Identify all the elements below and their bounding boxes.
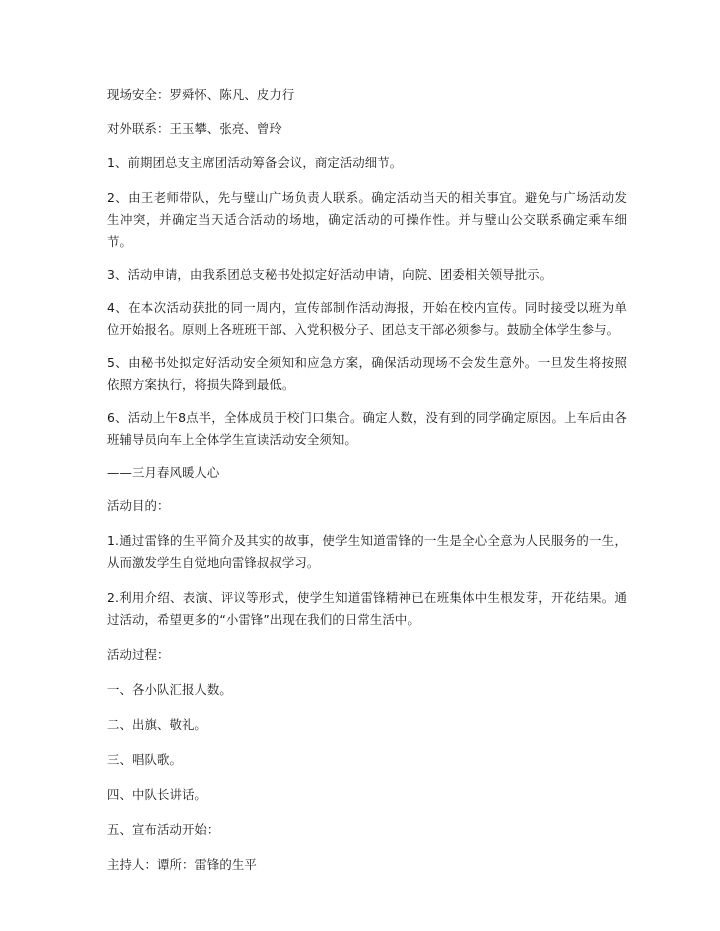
paragraph-external-contact: 对外联系：王玉攀、张亮、曾玲	[107, 121, 282, 136]
heading-process: 活动过程：	[107, 647, 170, 662]
paragraph-step-5: 5、由秘书处拟定好活动安全须知和应急方案，确保活动现场不会发生意外。一旦发生将按照依照方案执行，将损失降到最低。	[107, 355, 627, 392]
paragraph-step-1: 1、前期团总支主席团活动筹备会议，商定活动细节。	[107, 155, 403, 170]
list-item-process-4: 四、中队长讲话。	[107, 787, 207, 802]
paragraph-purpose-1: 1.通过雷锋的生平简介及其实的故事，使学生知道雷锋的一生是全心全意为人民服务的一生，从而激发学生自觉地向雷锋叔叔学习。	[107, 533, 627, 570]
paragraph-host: 主持人：谭所：雷锋的生平	[107, 857, 257, 872]
list-item-process-3: 三、唱队歌。	[107, 752, 182, 767]
section-title: ——三月春风暖人心	[107, 465, 220, 480]
paragraph-step-6: 6、活动上午8点半，全体成员于校门口集合。确定人数，没有到的同学确定原因。上车后由各班辅导员向车上全体学生宣读活动安全须知。	[107, 410, 627, 447]
list-item-process-1: 一、各小队汇报人数。	[107, 682, 232, 697]
paragraph-step-2: 2、由王老师带队，先与璧山广场负责人联系。确定活动当天的相关事宜。避免与广场活动发生冲突，并确定当天适合活动的场地，确定活动的可操作性。并与璧山公交联系确定乘车细节。	[107, 190, 627, 249]
paragraph-site-safety: 现场安全：罗舜怀、陈凡、皮力行	[107, 87, 295, 102]
paragraph-purpose-2: 2.利用介绍、表演、评议等形式，使学生知道雷锋精神已在班集体中生根发芽，开花结果。通过活动，希望更多的“小雷锋”出现在我们的日常生活中。	[107, 590, 627, 627]
list-item-process-5: 五、宣布活动开始：	[107, 822, 220, 837]
document-body	[107, 84, 627, 876]
heading-purpose: 活动目的：	[107, 498, 170, 513]
list-item-process-2: 二、出旗、敬礼。	[107, 717, 207, 732]
paragraph-step-3: 3、活动申请，由我系团总支秘书处拟定好活动申请，向院、团委相关领导批示。	[107, 267, 553, 282]
paragraph-step-4: 4、在本次活动获批的同一周内，宣传部制作活动海报，开始在校内宣传。同时接受以班为单位开始报名。原则上各班班干部、入党积极分子、团总支干部必须参与。鼓励全体学生参与。	[107, 300, 627, 337]
